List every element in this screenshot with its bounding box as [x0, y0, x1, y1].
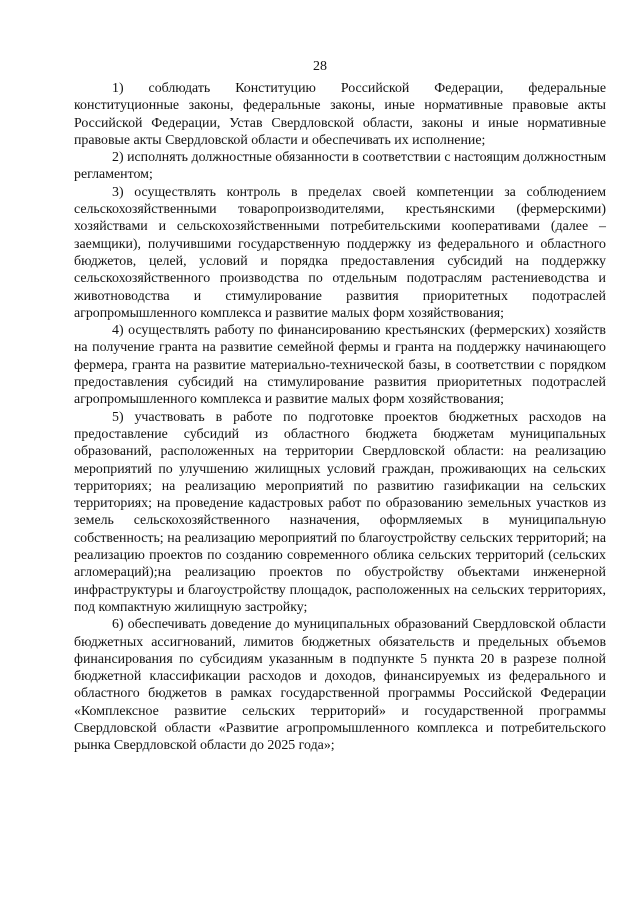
document-body — [74, 80, 606, 755]
paragraph-item-1: 1) соблюдать Конституцию Российской Федерации, федеральные конституционные законы, федеральные законы, иные нормативные правовые акты Российской Федерации, Устав Свердловской области, законы и иные нормативные правовые акты Свердловской области и обеспечивать их исполнение; — [74, 81, 606, 148]
page-number: 28 — [313, 59, 327, 74]
paragraph-item-6: 6) обеспечивать доведение до муниципальных образований Свердловской области бюджетных ассигнований, лимитов бюджетных обязательств и предельных объемов финансирования по субсидиям указанным в подпункте 5 пункта 20 в разрезе полной бюджетной классификации расходов и доходов, финансируемых из федерального и областного бюджетов в рамках государственной программы Российской Федерации «Комплексное развитие сельских территорий» и государственной программы Свердловской области «Развитие агропромышленного комплекса и потребительского рынка Свердловской области до 2025 года»; — [74, 617, 606, 754]
paragraph-item-3: 3) осуществлять контроль в пределах своей компетенции за соблюдением сельскохозяйственными товаропроизводителями, крестьянскими (фермерскими) хозяйствами и сельскохозяйственными потребительскими кооперативами (далее – заемщики), получившими государственную поддержку из федерального и областного бюджетов, целей, условий и порядка предоставления субсидий на поддержку сельскохозяйственного производства по отдельным подотраслям растениеводства и животноводства и стимулирование развития приоритетных подотраслей агропромышленного комплекса и развитие малых форм хозяйствования; — [74, 184, 606, 321]
paragraph-item-2: 2) исполнять должностные обязанности в соответствии с настоящим должностным регламентом; — [74, 150, 606, 183]
paragraph-item-5: 5) участвовать в работе по подготовке проектов бюджетных расходов на предоставление субсидий из областного бюджета бюджетам муниципальных образований, расположенных на территории Свердловской области: на реализацию мероприятий по улучшению жилищных условий граждан, проживающих на сельских территориях; на реализацию мероприятий по развитию газификации на сельских территориях; на проведение кадастровых работ по образованию земельных участков из земель сельскохозяйственного назначения, оформляемых в муниципальную собственность; на реализацию мероприятий по благоустройству сельских территорий; на реализацию проектов по созданию современного облика сельских территорий (сельских агломераций);на реализацию проектов по обустройству объектами инженерной инфраструктуры и благоустройству площадок, расположенных на сельских территориях, под компактную жилищную застройку; — [74, 409, 606, 615]
paragraph-item-4: 4) осуществлять работу по финансированию крестьянских (фермерских) хозяйств на получение гранта на развитие семейной фермы и гранта на поддержку начинающего фермера, гранта на развитие материально-технической базы, в соответствии с порядком предоставления субсидий на стимулирование развития приоритетных подотраслей агропромышленного комплекса и развитие малых форм хозяйствования; — [74, 323, 606, 408]
